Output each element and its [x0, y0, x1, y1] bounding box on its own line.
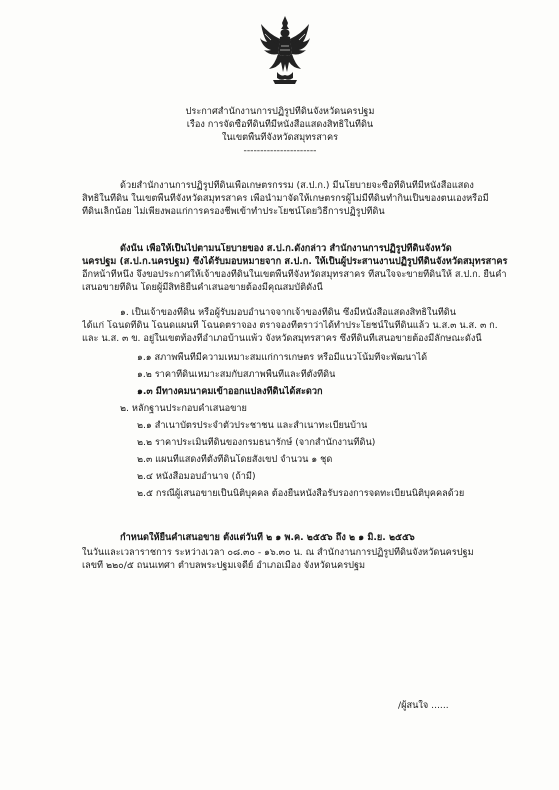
deadline-line: เลขที่ ๒๒๐/๕ ถนนเทศา ตำบลพระปฐมเจดีย์ อำเภอเมือง จังหวัดนครปฐม	[82, 560, 366, 571]
item1-line: ๑. เป็นเจ้าของที่ดิน หรือผู้รับมอบอำนาจจากเจ้าของที่ดิน ซึ่งมีหนังสือแสดงสิทธิในที่ดิน	[120, 307, 457, 318]
document-subject-line-1: เรื่อง การจัดซื้อที่ดินที่มีหนังสือแสดงสิทธิในที่ดิน	[186, 119, 374, 130]
document-subject-line-2: ในเขตพื้นที่จังหวัดสมุทรสาคร	[221, 132, 339, 143]
deadline-line: กำหนดให้ยื่นคำเสนอขาย ตั้งแต่วันที่ ๒ ๑ พ.ค. ๒๕๕๖ ถึง ๒ ๑ มิ.ย. ๒๕๕๖	[120, 532, 415, 543]
sub-item: ๒.๔ หนังสือมอบอำนาจ (ถ้ามี)	[137, 471, 256, 482]
sub-item: ๒.๕ กรณีผู้เสนอขายเป็นนิติบุคคล ต้องยื่นหนังสือรับรองการจดทะเบียนนิติบุคคลด้วย	[137, 488, 465, 499]
intro-paragraph-line: ที่ดินเล็กน้อย ไม่เพียงพอแก่การครองชีพเข้าทำประโยชน์โดยวิธีการปฏิรูปที่ดิน	[82, 206, 385, 217]
paragraph2-line: นครปฐม (ส.ป.ก.นครปฐม) ซึ่งได้รับมอบหมายจาก ส.ป.ก. ให้เป็นผู้ประสานงานปฏิรูปที่ดินจังหวัดสมุทรสาคร	[82, 256, 508, 267]
sub-item: ๒.๓ แผนที่แสดงที่ตั้งที่ดินโดยสังเขป จำนวน ๑ ชุด	[137, 454, 333, 465]
item2-heading: ๒. หลักฐานประกอบคำเสนอขาย	[120, 403, 247, 414]
item1-line: และ น.ส. ๓ ข. อยู่ในเขตท้องที่อำเภอบ้านแพ้ว จังหวัดสมุทรสาคร ซึ่งที่ดินที่เสนอขายต้องมีลักษณะดังนี้	[82, 333, 482, 344]
sub-item: ๒.๑ สำเนาบัตรประจำตัวประชาชน และสำเนาทะเบียนบ้าน	[137, 420, 368, 431]
intro-paragraph-line: ด้วยสำนักงานการปฏิรูปที่ดินเพื่อเกษตรกรรม (ส.ป.ก.) มีนโยบายจะซื้อที่ดินที่มีหนังสือแสดง	[120, 180, 474, 191]
intro-paragraph-line: สิทธิในที่ดิน ในเขตพื้นที่จังหวัดสมุทรสาคร เพื่อนำมาจัดให้เกษตรกรผู้ไม่มีที่ดินทำกินเป็นของตนเองหรือมี	[82, 193, 489, 204]
sub-item: ๑.๑ สภาพพื้นที่มีความเหมาะสมแก่การเกษตร หรือมีแนวโน้มที่จะพัฒนาได้	[137, 352, 428, 363]
paragraph2-line: ดังนั้น เพื่อให้เป็นไปตามนโยบายของ ส.ป.ก.ดังกล่าว สำนักงานการปฏิรูปที่ดินจังหวัด	[120, 243, 452, 254]
garuda-emblem-icon	[259, 14, 311, 86]
sub-item: ๑.๓ มีทางคมนาคมเข้าออกแปลงที่ดินได้สะดวก	[137, 386, 323, 397]
signature-line: /ผู้สนใจ ......	[398, 700, 449, 711]
item1-line: ได้แก่ โฉนดที่ดิน โฉนดแผนที่ โฉนดตราจอง ตราจองที่ตราว่าได้ทำประโยชน์ในที่ดินแล้ว น.ส.๓ น.ส. ๓ ก.	[82, 320, 498, 331]
document-title: ประกาศสำนักงานการปฏิรูปที่ดินจังหวัดนครปฐม	[185, 106, 375, 117]
sub-item: ๒.๒ ราคาประเมินที่ดินของกรมธนารักษ์ (จากสำนักงานที่ดิน)	[137, 437, 376, 448]
paragraph2-line: เสนอขายที่ดิน โดยผู้มีสิทธิยื่นคำเสนอขายต้องมีคุณสมบัติดังนี้	[82, 282, 323, 293]
sub-item: ๑.๒ ราคาที่ดินเหมาะสมกับสภาพพื้นที่และที่ตั้งที่ดิน	[137, 369, 336, 380]
paragraph2-line: อีกหน้าที่หนึ่ง จึงขอประกาศให้เจ้าของที่ดินในเขตพื้นที่จังหวัดสมุทรสาคร ที่สนใจจะขายที่ดินให้ ส.ป.ก. ยื่นคำ	[82, 269, 507, 280]
title-divider: ----------------------	[243, 145, 317, 156]
deadline-line: ในวันและเวลาราชการ ระหว่างเวลา ๐๘.๓๐ - ๑๖.๓๐ น. ณ สำนักงานการปฏิรูปที่ดินจังหวัดนครปฐม	[82, 547, 474, 558]
